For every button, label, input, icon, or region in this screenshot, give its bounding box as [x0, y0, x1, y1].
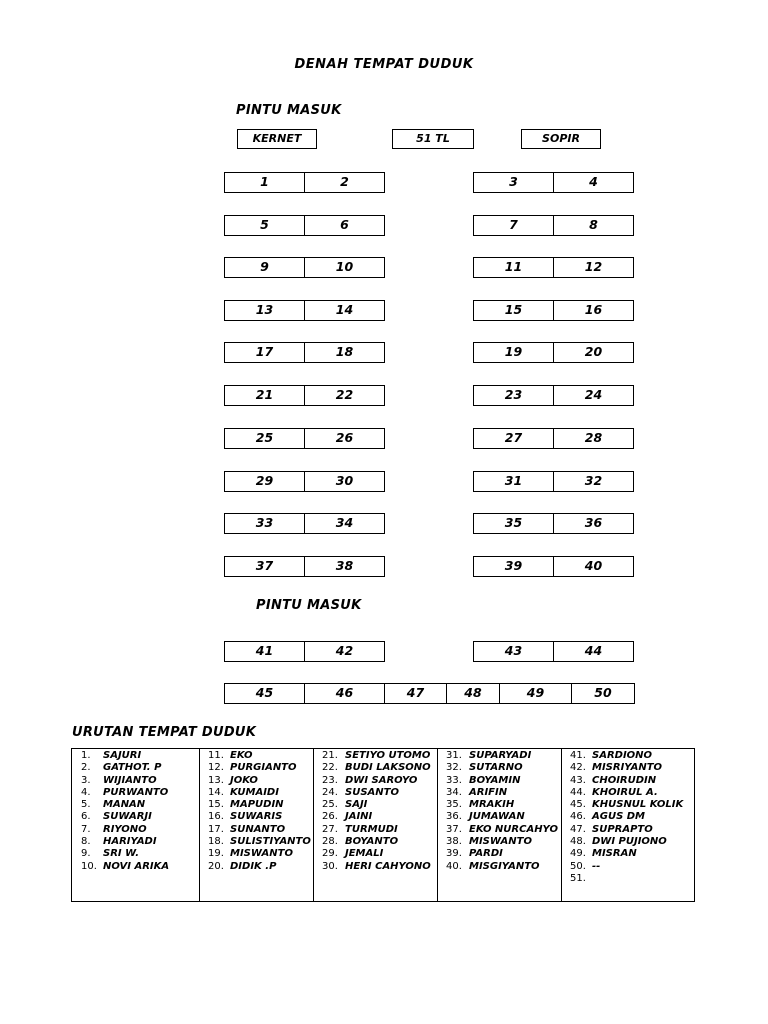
list-item-name: -- [592, 860, 601, 872]
list-item-number: 37. [446, 823, 462, 835]
list-item-name: BUDI LAKSONO [345, 762, 431, 774]
seat-28: 28 [553, 428, 634, 449]
list-item-name: SETIYO UTOMO [345, 750, 431, 761]
seat-45: 45 [224, 683, 305, 704]
front-door-label: PINTU MASUK [236, 103, 342, 118]
list-item-name: BOYAMIN [469, 774, 521, 786]
seat-29: 29 [224, 471, 305, 492]
list-item [446, 775, 561, 787]
list-item-number: 42. [570, 762, 586, 774]
kernet-box: KERNET [237, 129, 317, 149]
list-item-number: 50. [570, 860, 586, 872]
list-item [322, 762, 437, 774]
list-item-number: 33. [446, 774, 462, 786]
list-item-number: 32. [446, 762, 462, 774]
seat-25: 25 [224, 428, 305, 449]
seat-16: 16 [553, 300, 634, 321]
seat-34: 34 [304, 513, 385, 534]
list-item-name: MANAN [103, 799, 146, 811]
list-item-number: 26. [322, 811, 338, 823]
seat-6: 6 [304, 215, 385, 236]
list-item-name: SULISTIYANTO [230, 836, 311, 848]
list-item [322, 811, 437, 823]
list-item-number: 10. [81, 860, 97, 872]
list-item-name: RIYONO [103, 823, 147, 835]
list-item-number: 17. [208, 823, 224, 835]
page-title: DENAH TEMPAT DUDUK [294, 57, 474, 72]
list-item-number: 13. [208, 774, 224, 786]
seat-50: 50 [571, 683, 635, 704]
list-item-name: HERI CAHYONO [345, 860, 431, 872]
list-item [322, 836, 437, 848]
list-item-name: HARIYADI [103, 836, 157, 848]
list-item-name: MISRIYANTO [592, 762, 663, 774]
list-item-name: EKO [230, 750, 253, 761]
list-item [81, 787, 199, 799]
list-column-2 [200, 749, 314, 901]
sopir-box: SOPIR [521, 129, 601, 149]
seat-35: 35 [473, 513, 554, 534]
list-item-number: 22. [322, 762, 338, 774]
list-item-number: 4. [81, 786, 91, 798]
seat-32: 32 [553, 471, 634, 492]
seat-23: 23 [473, 385, 554, 406]
list-item-name: KHUSNUL KOLIK [592, 799, 684, 811]
list-item-number: 5. [81, 799, 91, 811]
seat-9: 9 [224, 257, 305, 278]
list-item [322, 787, 437, 799]
list-item-number: 46. [570, 811, 586, 823]
list-item-name: DWI PUJIONO [592, 836, 667, 848]
list-item-name: SUTARNO [469, 762, 523, 774]
list-item [208, 861, 313, 873]
list-item-number: 45. [570, 799, 586, 811]
list-item [81, 848, 199, 860]
list-item-number: 15. [208, 799, 224, 811]
list-item [322, 824, 437, 836]
list-item [570, 824, 694, 836]
list-item [81, 775, 199, 787]
seat-3: 3 [473, 172, 554, 193]
list-item-number: 24. [322, 786, 338, 798]
list-item [208, 787, 313, 799]
seat-2: 2 [304, 172, 385, 193]
list-item [570, 861, 694, 873]
list-item [570, 775, 694, 787]
list-item-number: 23. [322, 774, 338, 786]
list-item-number: 51. [570, 872, 586, 884]
seat-order-table [71, 748, 695, 902]
list-column-1 [72, 749, 200, 901]
seat-42: 42 [304, 641, 385, 662]
list-item [81, 824, 199, 836]
list-item-name: JUMAWAN [469, 811, 525, 823]
list-item [446, 762, 561, 774]
seat-37: 37 [224, 556, 305, 577]
list-item-number: 14. [208, 786, 224, 798]
list-item [208, 848, 313, 860]
list-item-name: SUWARJI [103, 811, 152, 823]
list-item-name: DWI SAROYO [345, 774, 418, 786]
list-item-number: 43. [570, 774, 586, 786]
list-item-name: DIDIK .P [230, 860, 277, 872]
seat-20: 20 [553, 342, 634, 363]
list-item-number: 28. [322, 836, 338, 848]
list-item [208, 824, 313, 836]
list-item-name: JEMALI [345, 848, 384, 860]
list-item-name: PARDI [469, 848, 503, 860]
middle-door-label: PINTU MASUK [256, 598, 362, 613]
seat-15: 15 [473, 300, 554, 321]
list-item-number: 9. [81, 848, 91, 860]
list-item-name: SRI W. [103, 848, 140, 860]
list-item-number: 1. [81, 750, 91, 761]
seat-24: 24 [553, 385, 634, 406]
list-item-number: 30. [322, 860, 338, 872]
list-item-number: 47. [570, 823, 586, 835]
seat-46: 46 [304, 683, 385, 704]
list-item-number: 16. [208, 811, 224, 823]
list-item [570, 811, 694, 823]
seat-7: 7 [473, 215, 554, 236]
list-item-number: 6. [81, 811, 91, 823]
list-column-4 [438, 749, 562, 901]
list-item-name: MISWANTO [469, 836, 532, 848]
seat-49: 49 [499, 683, 572, 704]
list-item-number: 18. [208, 836, 224, 848]
list-item-name: KUMAIDI [230, 786, 279, 798]
seat-5: 5 [224, 215, 305, 236]
list-item-number: 39. [446, 848, 462, 860]
list-item-name: TURMUDI [345, 823, 398, 835]
list-item [81, 836, 199, 848]
seat-31: 31 [473, 471, 554, 492]
list-item-name: SUSANTO [345, 786, 399, 798]
seat-18: 18 [304, 342, 385, 363]
list-item-name: JOKO [230, 774, 258, 786]
list-item [446, 787, 561, 799]
list-item-number: 12. [208, 762, 224, 774]
seat-30: 30 [304, 471, 385, 492]
list-item-number: 35. [446, 799, 462, 811]
list-item-number: 34. [446, 786, 462, 798]
list-item [570, 750, 694, 762]
list-item-number: 7. [81, 823, 91, 835]
list-item [208, 762, 313, 774]
list-item [446, 811, 561, 823]
list-title: URUTAN TEMPAT DUDUK [72, 725, 257, 740]
seat-11: 11 [473, 257, 554, 278]
list-item-number: 11. [208, 750, 224, 761]
list-item [446, 750, 561, 762]
list-item-name: PURGIANTO [230, 762, 297, 774]
list-item [322, 861, 437, 873]
list-item-number: 31. [446, 750, 462, 761]
list-item-number: 49. [570, 848, 586, 860]
list-item-name: EKO NURCAHYO [469, 823, 558, 835]
list-item-name: SUWARIS [230, 811, 283, 823]
seat-43: 43 [473, 641, 554, 662]
list-item-name: ARIFIN [469, 786, 508, 798]
list-item-name: MISWANTO [230, 848, 293, 860]
list-item [446, 848, 561, 860]
list-item-number: 44. [570, 786, 586, 798]
list-item-number: 27. [322, 823, 338, 835]
seat-22: 22 [304, 385, 385, 406]
list-item-name: SAJI [345, 799, 368, 811]
list-item [208, 799, 313, 811]
list-item-name: SARDIONO [592, 750, 653, 761]
list-item-name: GATHOT. P [103, 762, 162, 774]
list-item [446, 799, 561, 811]
list-item [322, 775, 437, 787]
list-item [81, 799, 199, 811]
list-item-number: 29. [322, 848, 338, 860]
list-item [322, 750, 437, 762]
bus-number-box: 51 TL [392, 129, 474, 149]
list-item-number: 38. [446, 836, 462, 848]
list-item-name: MISRAN [592, 848, 637, 860]
seat-36: 36 [553, 513, 634, 534]
seat-39: 39 [473, 556, 554, 577]
list-item-number: 48. [570, 836, 586, 848]
seat-26: 26 [304, 428, 385, 449]
list-item [570, 799, 694, 811]
list-item-name: SUPARYADI [469, 750, 532, 761]
seat-14: 14 [304, 300, 385, 321]
list-item [570, 762, 694, 774]
list-column-5 [562, 749, 694, 901]
list-item [570, 848, 694, 860]
list-item [208, 775, 313, 787]
list-item [81, 811, 199, 823]
seat-48: 48 [446, 683, 500, 704]
list-item [208, 750, 313, 762]
list-item-name: NOVI ARIKA [103, 860, 170, 872]
seat-33: 33 [224, 513, 305, 534]
seat-8: 8 [553, 215, 634, 236]
list-item-number: 8. [81, 836, 91, 848]
seat-44: 44 [553, 641, 634, 662]
list-item-name: AGUS DM [592, 811, 646, 823]
list-item-name: SUNANTO [230, 823, 286, 835]
list-item [81, 750, 199, 762]
list-item-number: 3. [81, 774, 91, 786]
seat-19: 19 [473, 342, 554, 363]
list-item-name: SAJURI [103, 750, 142, 761]
list-item-name: MISGIYANTO [469, 860, 540, 872]
seat-13: 13 [224, 300, 305, 321]
list-item [81, 762, 199, 774]
seat-38: 38 [304, 556, 385, 577]
list-item-name: MAPUDIN [230, 799, 284, 811]
list-item-name: JAINI [345, 811, 373, 823]
seat-41: 41 [224, 641, 305, 662]
list-item [322, 799, 437, 811]
list-item-name: KHOIRUL A. [592, 786, 658, 798]
list-item-number: 36. [446, 811, 462, 823]
list-item-number: 19. [208, 848, 224, 860]
seat-21: 21 [224, 385, 305, 406]
list-item [81, 861, 199, 873]
list-column-3 [314, 749, 438, 901]
seat-17: 17 [224, 342, 305, 363]
list-item-name: SUPRAPTO [592, 823, 653, 835]
list-item [570, 787, 694, 799]
list-item-number: 20. [208, 860, 224, 872]
seat-12: 12 [553, 257, 634, 278]
seat-10: 10 [304, 257, 385, 278]
list-item [446, 861, 561, 873]
seat-40: 40 [553, 556, 634, 577]
list-item-number: 25. [322, 799, 338, 811]
list-item [446, 836, 561, 848]
seat-1: 1 [224, 172, 305, 193]
list-item [322, 848, 437, 860]
list-item [208, 836, 313, 848]
list-item-name: PURWANTO [103, 786, 169, 798]
list-item [446, 824, 561, 836]
list-item-number: 41. [570, 750, 586, 761]
list-item [208, 811, 313, 823]
list-item-number: 2. [81, 762, 91, 774]
seat-47: 47 [384, 683, 447, 704]
seat-4: 4 [553, 172, 634, 193]
list-item-name: BOYANTO [345, 836, 399, 848]
list-item [570, 836, 694, 848]
list-item-number: 40. [446, 860, 462, 872]
list-item-name: MRAKIH [469, 799, 515, 811]
list-item-name: WIJIANTO [103, 774, 157, 786]
list-item-name: CHOIRUDIN [592, 774, 657, 786]
seat-27: 27 [473, 428, 554, 449]
list-item [570, 873, 694, 885]
list-item-number: 21. [322, 750, 338, 761]
